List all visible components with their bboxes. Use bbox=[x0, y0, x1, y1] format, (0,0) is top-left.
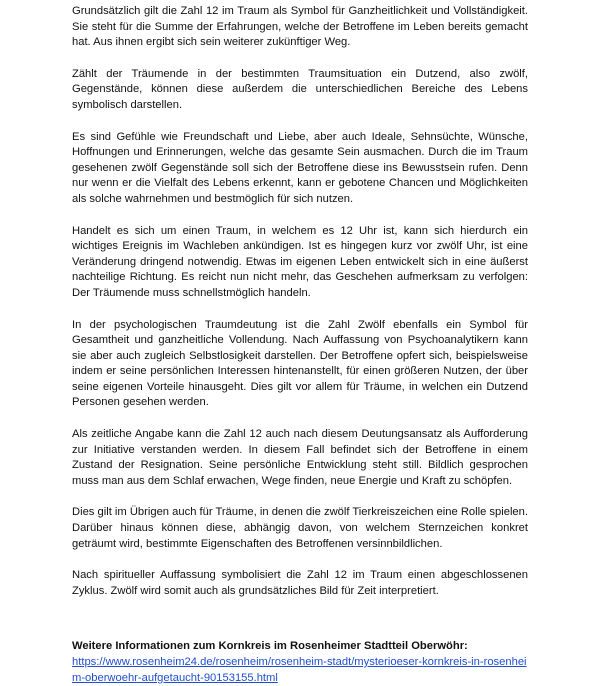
source-link[interactable]: https://www.rosenheim24.de/rosenheim/rosenheim-stadt/mysterioeser-kornkreis-in-rosenheim-oberwoehr-aufgetaucht-90153155.html bbox=[72, 656, 527, 684]
paragraph-2: Zählt der Träumende in der bestimmten Traumsituation ein Dutzend, also zwölf, Gegenstände, können diese außerdem die unterschiedlichen Bereiche des Lebens symbolisch darstellen. bbox=[72, 67, 528, 111]
section-spacer bbox=[72, 615, 528, 639]
paragraph-1: Grundsätzlich gilt die Zahl 12 im Traum als Symbol für Ganzheitlichkeit und Vollständigkeit. Sie steht für die Summe der Erfahrungen, welche der Betroffene im Leben bereits gemacht hat. Aus ihnen ergibt sich sein weiterer zukünftiger Weg. bbox=[72, 5, 528, 49]
paragraph-6: Als zeitliche Angabe kann die Zahl 12 auch nach diesem Deutungsansatz als Aufforderung zur Initiative verstanden werden. In diesem Fall befindet sich der Betroffene in einem Zustand der Resignation. Seine persönliche Entwicklung steht still. Bildlich gesprochen muss man aus dem Schlaf erwachen, Wege finden, neue Energie und Kraft zu schöpfen. bbox=[72, 428, 528, 487]
paragraph-3: Es sind Gefühle wie Freundschaft und Liebe, aber auch Ideale, Sehnsüchte, Wünsche, Hoffnungen und Erinnerungen, welche das gesamte Sein ausmachen. Durch die im Traum gesehenen zwölf Gegenstände soll sich der Betroffene diese ins Bewusstsein rufen. Denn nur wenn er die Vielfalt des Lebens erkennt, kann er gebotene Chancen und Möglichkeiten als solche wahrnehmen und bestmöglich für sich nutzen. bbox=[72, 130, 528, 205]
paragraph-8: Nach spiritueller Auffassung symbolisiert die Zahl 12 im Traum einen abgeschlossenen Zyklus. Zwölf wird somit auch als grundsätzliches Bild für Zeit interpretiert. bbox=[72, 569, 528, 597]
document-page bbox=[72, 4, 528, 686]
paragraph-7: Dies gilt im Übrigen auch für Träume, in denen die zwölf Tierkreiszeichen eine Rolle spielen. Darüber hinaus können diese, abhängig davon, von welchem Sternzeichen konkret geträumt wird, bestimmte Eigenschaften des Betroffenen versinnbildlichen. bbox=[72, 506, 528, 550]
paragraph-4: Handelt es sich um einen Traum, in welchem es 12 Uhr ist, kann sich hierdurch ein wichtiges Ereignis im Wachleben ankündigen. Ist es hingegen kurz vor zwölf Uhr, ist eine Veränderung dringend notwendig. Etwas im eigenen Leben entwickelt sich in eine äußerst nachteilige Richtung. Es reicht nun nicht mehr, das Geschehen aufmerksam zu verfolgen: Der Träumende muss schnellstmöglich handeln. bbox=[72, 224, 528, 299]
more-info-heading: Weitere Informationen zum Kornkreis im Rosenheimer Stadtteil Oberwöhr: bbox=[72, 640, 468, 653]
paragraph-5: In der psychologischen Traumdeutung ist die Zahl Zwölf ebenfalls ein Symbol für Gesamtheit und ganzheitliche Vollendung. Nach Auffassung von Psychoanalytikern kann sie aber auch zugleich Selbstlosigkeit darstellen. Der Betroffene opfert sich, beispielsweise indem er seine persönlichen Interessen hintenanstellt, für einen größeren Nutzen, der über seine eigenen Vorteile hinausgeht. Dies gilt vor allem für Träume, in welchen ein Dutzend Personen gesehen werden. bbox=[72, 318, 528, 409]
